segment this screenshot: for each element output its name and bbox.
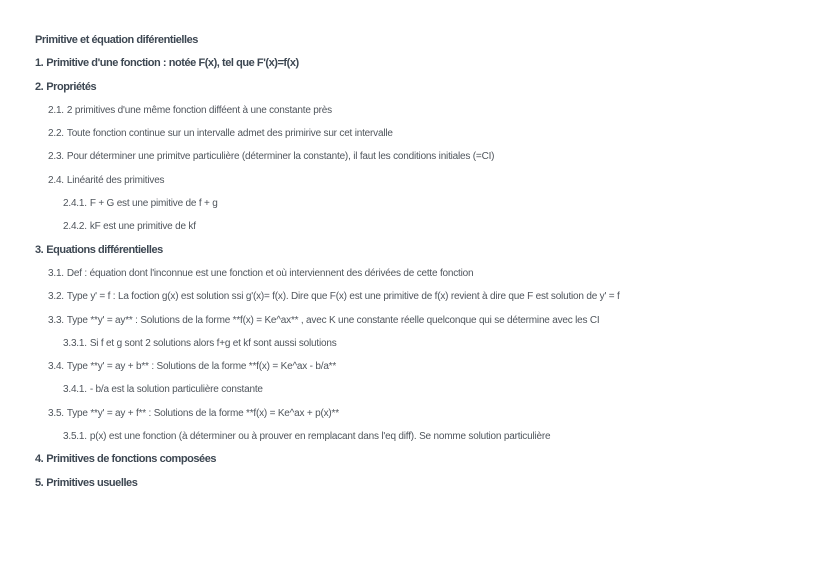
outline-item (35, 122, 813, 145)
outline-item (35, 76, 813, 99)
item-number: 2.4. (48, 174, 64, 186)
item-text: Type **y' = ay + b** : Solutions de la forme **f(x) = Ke^ax - b/a** (66, 361, 337, 373)
item-text: Primitives usuelles (46, 476, 138, 489)
outline-item (35, 448, 813, 471)
item-number: 1. (35, 57, 44, 70)
item-text: Si f et g sont 2 solutions alors f+g et kf sont aussi solutions (89, 337, 337, 349)
item-number: 3. (35, 243, 44, 256)
outline-item (35, 262, 813, 285)
item-text: Primitives de fonctions composées (46, 453, 217, 466)
outline-item (35, 192, 813, 215)
item-text: Type y' = f : La foction g(x) est solution ssi g'(x)= f(x). Dire que F(x) est une primitive de f(x) revient à dire que F est solution de y' = f (66, 291, 620, 303)
outline-item (35, 402, 813, 425)
item-number: 5. (35, 476, 44, 489)
item-number: 3.2. (48, 291, 64, 303)
item-number: 3.5. (48, 407, 64, 419)
outline-list (35, 52, 813, 495)
item-text: Equations différentielles (46, 243, 163, 256)
item-text: - b/a est la solution particulière constante (89, 384, 263, 396)
item-number: 3.5.1. (63, 431, 87, 443)
item-text: Def : équation dont l'inconnue est une fonction et où interviennent des dérivées de cette fonction (66, 267, 474, 279)
item-text: 2 primitives d'une même fonction difféent à une constante près (66, 104, 332, 116)
outline-item (35, 332, 813, 355)
outline-item (35, 355, 813, 378)
item-number: 2. (35, 80, 44, 93)
outline-item (35, 52, 813, 75)
outline-item (35, 215, 813, 238)
item-number: 3.1. (48, 267, 64, 279)
item-number: 2.4.1. (63, 198, 87, 210)
item-number: 2.4.2. (63, 221, 87, 233)
outline-item (35, 309, 813, 332)
document-title (35, 29, 813, 52)
outline-item (35, 285, 813, 308)
item-text: Toute fonction continue sur un intervalle admet des primirive sur cet intervalle (66, 128, 393, 140)
outline-item (35, 145, 813, 168)
item-text: p(x) est une fonction (à déterminer ou à prouver en remplacant dans l'eq diff). Se nomme solution particulière (89, 431, 551, 443)
item-number: 3.3.1. (63, 337, 87, 349)
item-text: kF est une primitive de kf (89, 221, 196, 233)
item-number: 2.2. (48, 128, 64, 140)
item-number: 2.3. (48, 151, 64, 163)
outline-item (35, 169, 813, 192)
item-number: 4. (35, 453, 44, 466)
outline-item (35, 425, 813, 448)
item-text: F + G est une pimitive de f + g (89, 198, 218, 210)
outline-item (35, 472, 813, 495)
item-number: 2.1. (48, 104, 64, 116)
item-text: Type **y' = ay** : Solutions de la forme **f(x) = Ke^ax** , avec K une constante réelle quelconque qui se détermine avec les CI (66, 314, 600, 326)
item-number: 3.3. (48, 314, 64, 326)
item-text: Pour déterminer une primitve particulière (déterminer la constante), il faut les conditions initiales (=CI) (66, 151, 495, 163)
item-text: Linéarité des primitives (66, 174, 165, 186)
item-number: 3.4. (48, 361, 64, 373)
document-title-text: Primitive et équation diférentielles (35, 34, 198, 46)
outline-item (35, 99, 813, 122)
item-text: Primitive d'une fonction : notée F(x), tel que F'(x)=f(x) (46, 57, 299, 70)
item-number: 3.4.1. (63, 384, 87, 396)
outline-item (35, 239, 813, 262)
item-text: Type **y' = ay + f** : Solutions de la forme **f(x) = Ke^ax + p(x)** (66, 407, 339, 419)
outline-item (35, 378, 813, 401)
item-text: Propriétés (46, 80, 97, 93)
